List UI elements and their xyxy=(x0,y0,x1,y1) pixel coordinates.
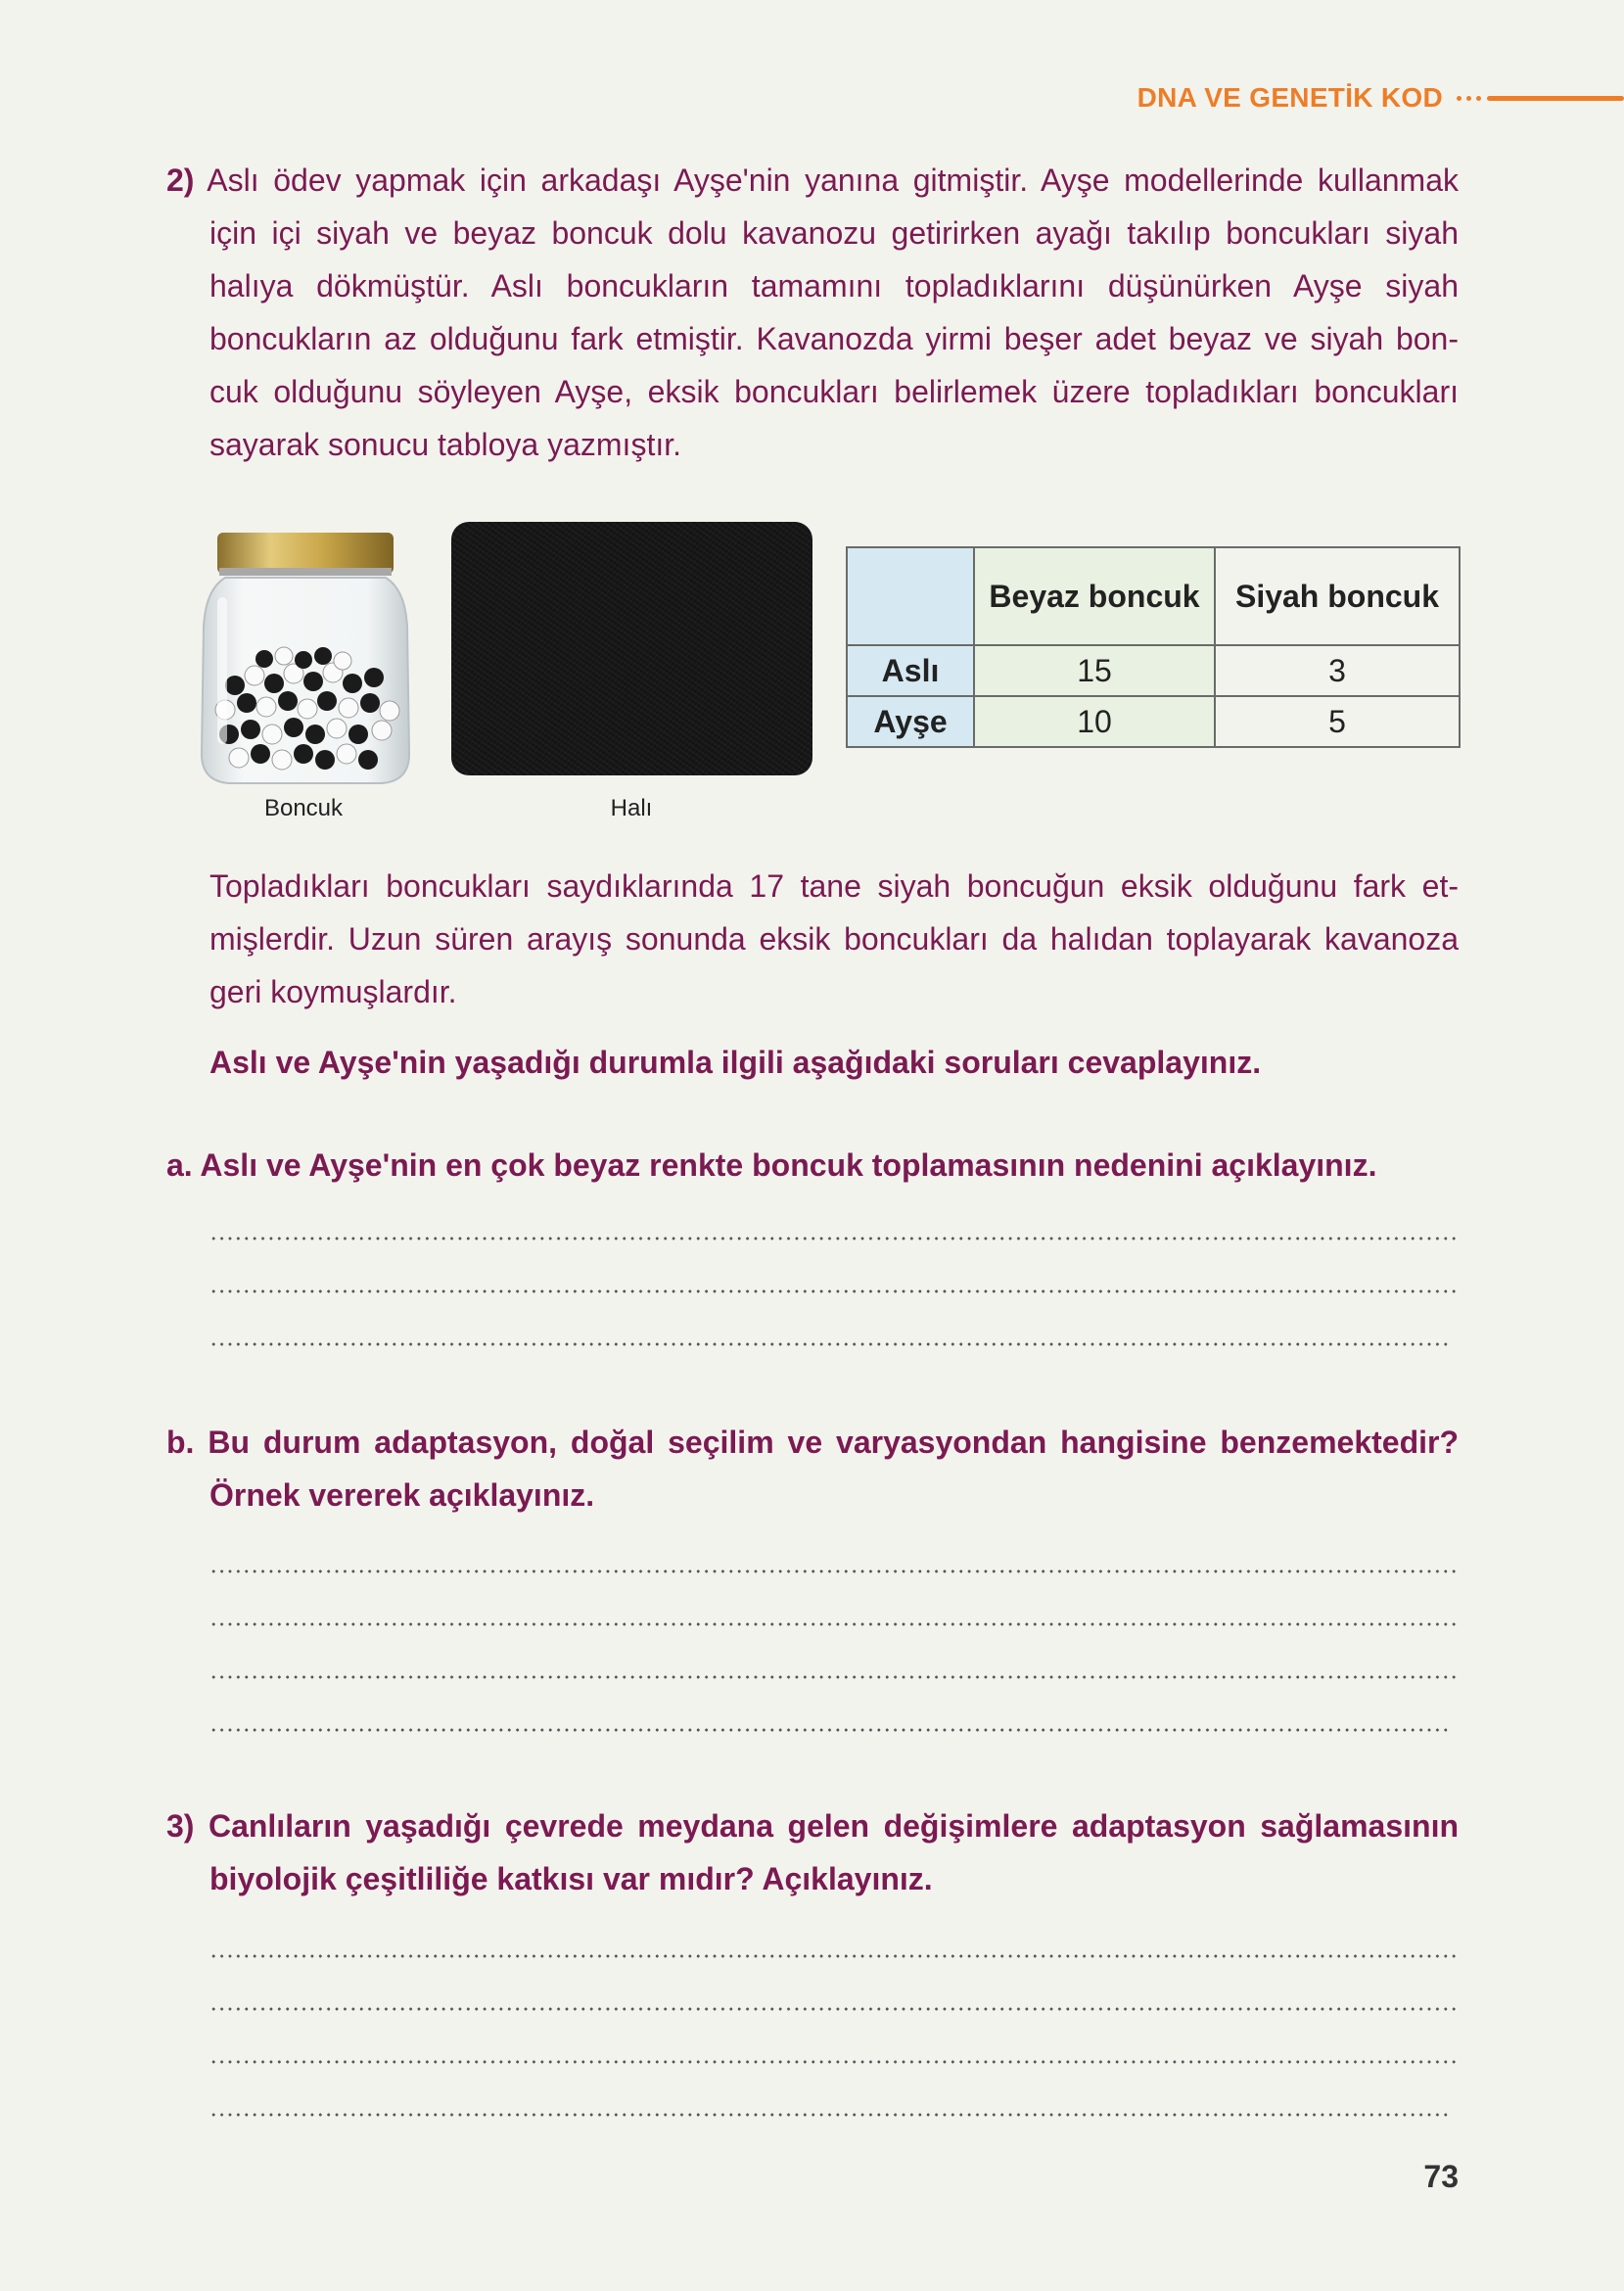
table-cell-white: 15 xyxy=(974,645,1215,696)
answer-line[interactable] xyxy=(209,1621,1459,1627)
answer-line[interactable] xyxy=(209,1953,1459,1959)
table-cell-black: 3 xyxy=(1215,645,1460,696)
question-number: 2) xyxy=(166,163,195,198)
page-number: 73 xyxy=(1423,2159,1459,2194)
black-rug-image xyxy=(451,522,812,775)
question-2 xyxy=(166,154,1459,471)
header-title: DNA VE GENETİK KOD xyxy=(1137,82,1443,113)
table-row xyxy=(847,645,1460,696)
table-row-label: Ayşe xyxy=(847,696,974,747)
answer-line[interactable] xyxy=(209,2006,1459,2012)
answer-line[interactable] xyxy=(209,1341,1449,1347)
question-2-line-2: için içi siyah ve beyaz boncuk dolu kavanozu getirirken ayağı takılıp boncukları siyah xyxy=(209,215,1459,251)
paragraph-line-3: geri koymuşlardır. xyxy=(209,974,457,1009)
header-line xyxy=(1487,96,1624,101)
question-b-line-1: b. Bu durum adaptasyon, doğal seçilim ve varyasyondan hangisine benzemektedir? xyxy=(166,1425,1460,1460)
bead-count-table xyxy=(846,546,1461,748)
question-a xyxy=(166,1139,1376,1192)
table-header-black: Siyah boncuk xyxy=(1215,547,1460,645)
question-2-line-6: sayarak sonucu tabloya yazmıştır. xyxy=(209,427,681,462)
question-2-line-3: halıya dökmüştür. Aslı boncukların tamamını topladıklarını düşünürken Ayşe siyah xyxy=(209,268,1459,304)
table-cell-black: 5 xyxy=(1215,696,1460,747)
answer-line[interactable] xyxy=(209,1288,1459,1294)
paragraph-line-2: mişlerdir. Uzun süren arayış sonunda eksik boncukları da halıdan toplayarak kavanoza xyxy=(209,921,1459,957)
question-3-line-2: biyolojik çeşitliliğe katkısı var mıdır? Açıklayınız. xyxy=(209,1861,933,1896)
header-dots xyxy=(1457,96,1481,101)
answer-line[interactable] xyxy=(209,1674,1459,1680)
bead-jar-image xyxy=(196,529,416,788)
question-2-line-4: boncukların az olduğunu fark etmiştir. Kavanozda yirmi beşer adet beyaz ve siyah bon- xyxy=(209,321,1459,356)
question-a-label: a. xyxy=(166,1147,193,1183)
table-corner-cell xyxy=(847,547,974,645)
answer-line[interactable] xyxy=(209,2112,1449,2118)
table-row-label: Aslı xyxy=(847,645,974,696)
question-a-text: Aslı ve Ayşe'nin en çok beyaz renkte boncuk toplamasının nedenini açıklayınız. xyxy=(200,1147,1377,1183)
question-2-line-5: cuk olduğunu söyleyen Ayşe, eksik boncukları belirlemek üzere topladıkları boncukları xyxy=(209,374,1459,409)
follow-up-paragraph xyxy=(209,860,1459,1018)
question-b-line-2: Örnek vererek açıklayınız. xyxy=(209,1477,595,1513)
table-cell-white: 10 xyxy=(974,696,1215,747)
table-row xyxy=(847,696,1460,747)
paragraph-line-1: Topladıkları boncukları saydıklarında 17 tane siyah boncuğun eksik olduğunu fark et- xyxy=(209,868,1459,904)
jar-caption: Boncuk xyxy=(263,795,344,821)
page-header xyxy=(1137,78,1624,117)
question-3-line-1: 3) Canlıların yaşadığı çevrede meydana gelen değişimlere adaptasyon sağlamasının xyxy=(166,1808,1460,1844)
answer-line[interactable] xyxy=(209,1236,1459,1241)
instruction-text: Aslı ve Ayşe'nin yaşadığı durumla ilgili aşağıdaki soruları cevaplayınız. xyxy=(209,1045,1262,1080)
question-2-line-1: 2) Aslı ödev yapmak için arkadaşı Ayşe'nin yanına gitmiştir. Ayşe modellerinde kullanmak xyxy=(166,163,1460,198)
table-header-row xyxy=(847,547,1460,645)
rug-caption: Halı xyxy=(610,795,653,821)
answer-line[interactable] xyxy=(209,1727,1449,1733)
table-header-white: Beyaz boncuk xyxy=(974,547,1215,645)
question-b xyxy=(166,1416,1459,1521)
question-3 xyxy=(166,1800,1459,1905)
answer-line[interactable] xyxy=(209,1568,1459,1574)
answer-line[interactable] xyxy=(209,2059,1459,2065)
